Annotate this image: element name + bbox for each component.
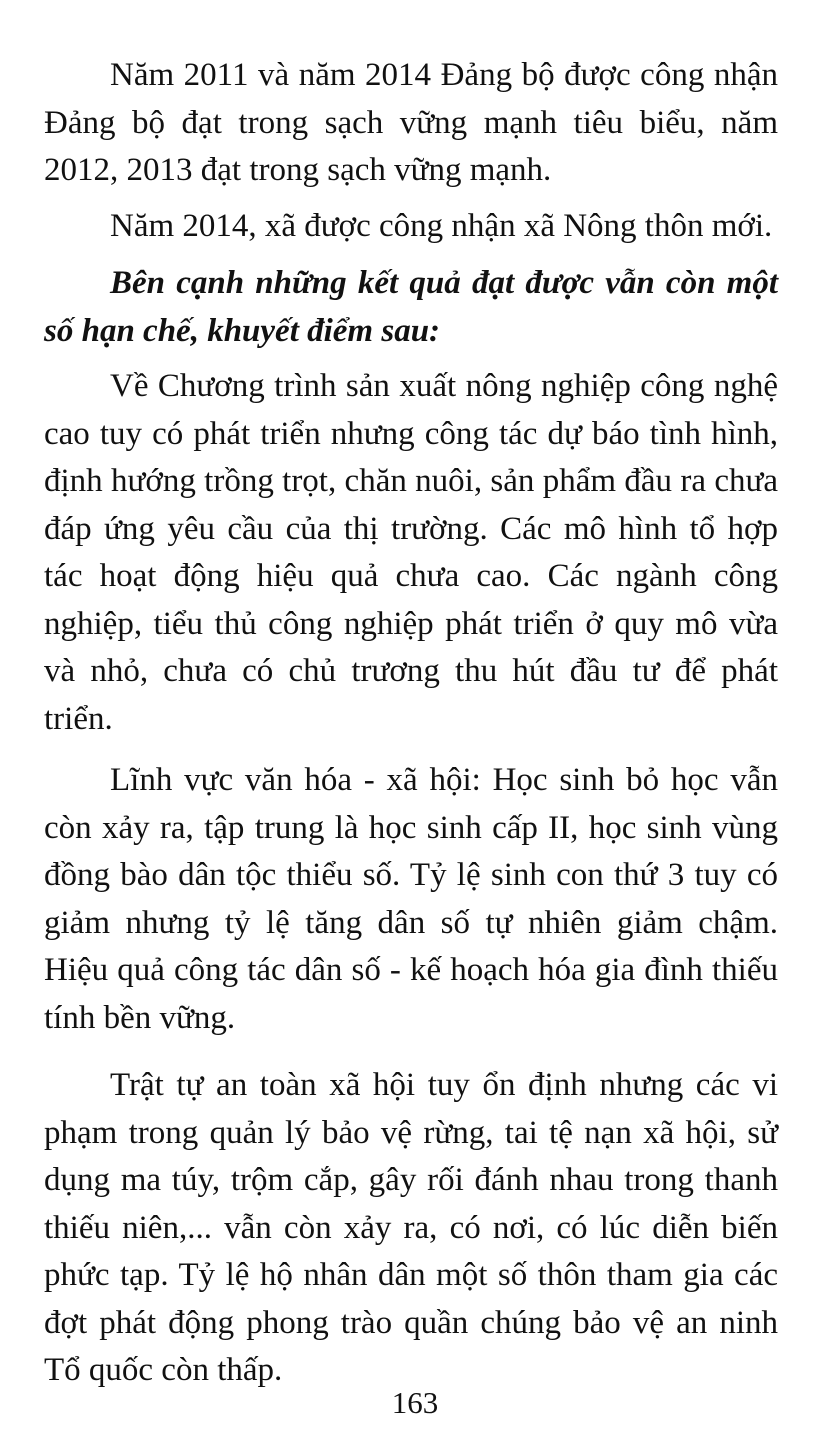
paragraph-agriculture: Về Chương trình sản xuất nông nghiệp công nghệ cao tuy có phát triển nhưng công tác dự báo tình hình, định hướng trồng trọt, chăn nuôi, sản phẩm đầu ra chưa đáp ứng yêu cầu của thị trường. Các mô hình tổ hợp tác hoạt động hiệu quả chưa cao. Các ngành công nghiệp, tiểu thủ công nghiệp phát triển ở quy mô vừa và nhỏ, chưa có chủ trương thu hút đầu tư để phát triển. xyxy=(44,368,778,737)
paragraph-social-order: Trật tự an toàn xã hội tuy ổn định nhưng các vi phạm trong quản lý bảo vệ rừng, tai tệ nạn xã hội, sử dụng ma túy, trộm cắp, gây rối đánh nhau trong thanh thiếu niên,... vẫn còn xảy ra, có nơi, có lúc diễn biến phức tạp. Tỷ lệ hộ nhân dân một số thôn tham gia các đợt phát động phong trào quần chúng bảo vệ an ninh Tổ quốc còn thấp. xyxy=(44,1067,778,1388)
paragraph-culture-society: Lĩnh vực văn hóa - xã hội: Học sinh bỏ học vẫn còn xảy ra, tập trung là học sinh cấp II, học sinh vùng đồng bào dân tộc thiểu số. Tỷ lệ sinh con thứ 3 tuy có giảm nhưng tỷ lệ tăng dân số tự nhiên giảm chậm. Hiệu quả công tác dân số - kế hoạch hóa gia đình thiếu tính bền vững. xyxy=(44,762,778,1036)
paragraph-party-recognition: Năm 2011 và năm 2014 Đảng bộ được công nhận Đảng bộ đạt trong sạch vững mạnh tiêu biểu, năm 2012, 2013 đạt trong sạch vững mạnh. xyxy=(44,57,778,188)
section-heading: Bên cạnh những kết quả đạt được vẫn còn một số hạn chế, khuyết điểm sau: xyxy=(44,265,778,349)
page-body xyxy=(44,52,778,1395)
page-number: 163 xyxy=(391,1385,439,1420)
paragraph-new-rural: Năm 2014, xã được công nhận xã Nông thôn mới. xyxy=(110,207,773,244)
